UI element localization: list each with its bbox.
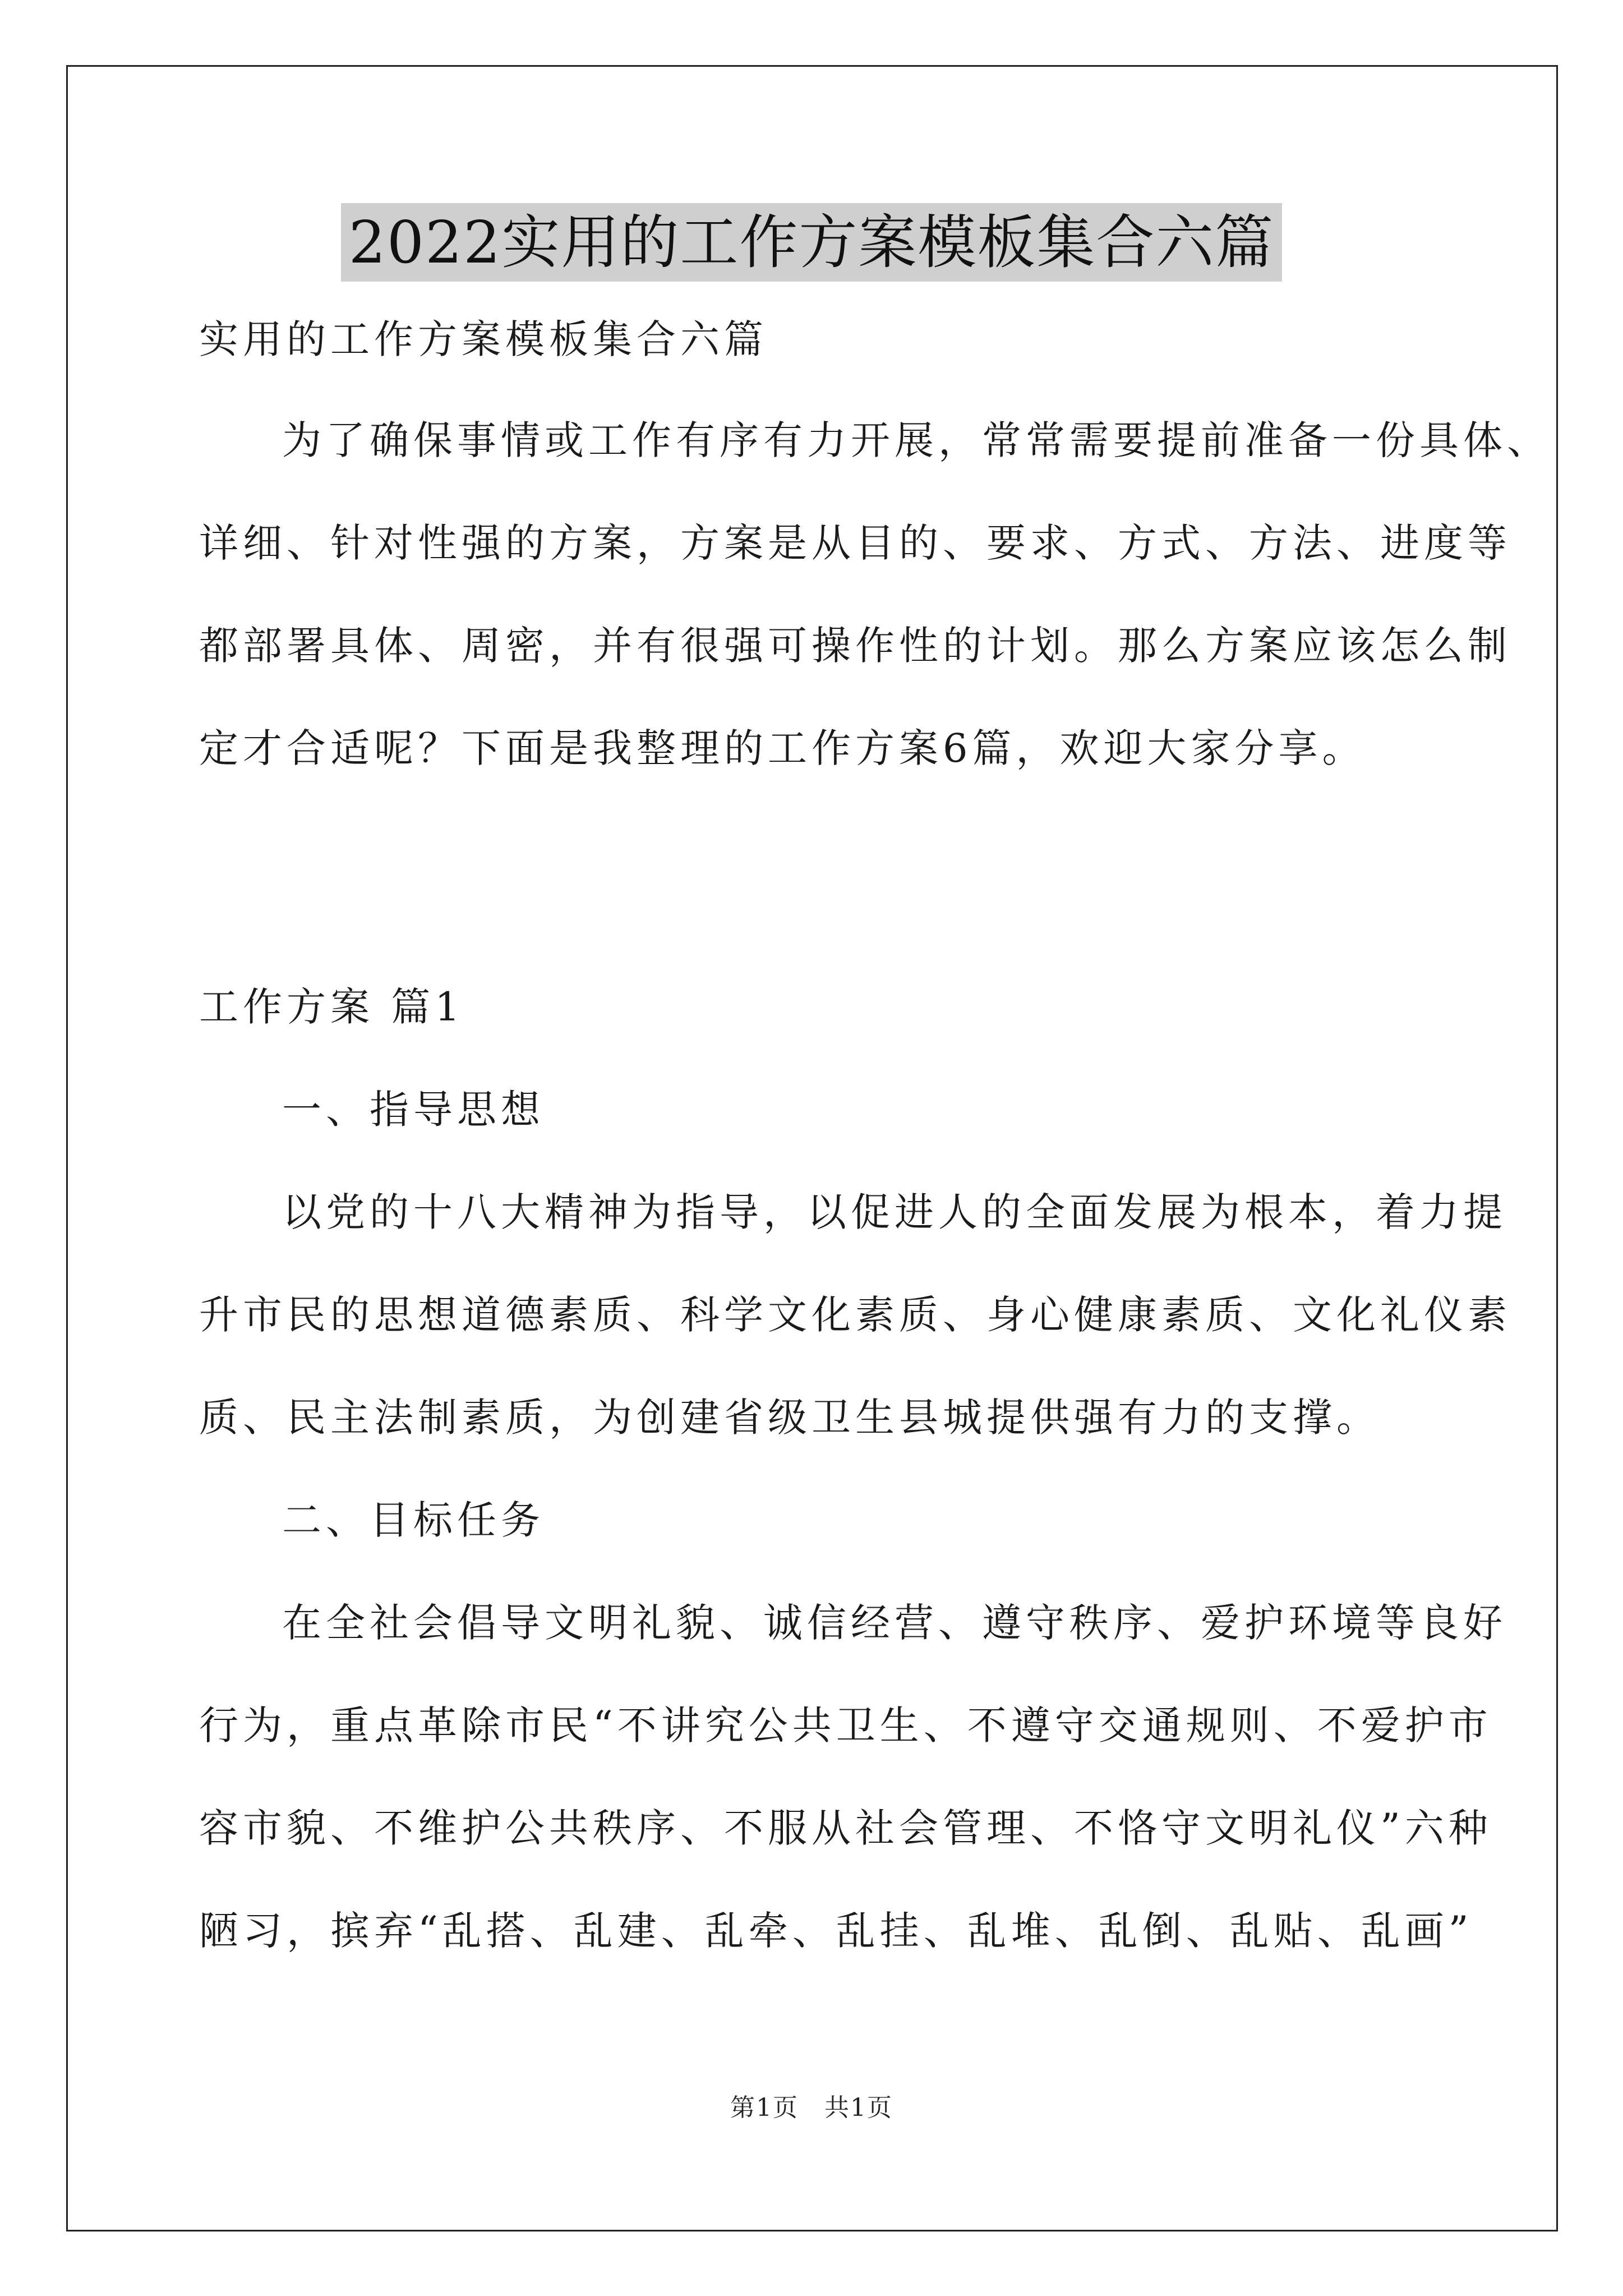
paragraph-line: 升市民的思想道德素质、科学文化素质、身心健康素质、文化礼仪素 <box>199 1292 1511 1338</box>
paragraph-line: 陋习，摈弃“乱搭、乱建、乱牵、乱挂、乱堆、乱倒、乱贴、乱画” <box>199 1908 1473 1954</box>
paragraph-line: 以党的十八大精神为指导，以促进人的全面发展为根本，着力提 <box>282 1189 1507 1235</box>
intro-line: 为了确保事情或工作有序有力开展，常常需要提前准备一份具体、 <box>282 417 1551 463</box>
document-subtitle: 实用的工作方案模板集合六篇 <box>199 316 768 362</box>
paragraph-line: 在全社会倡导文明礼貌、诚信经营、遵守秩序、爱护环境等良好 <box>282 1600 1507 1646</box>
document-title: 2022实用的工作方案模板集合六篇 <box>341 203 1283 282</box>
page-footer: 第1页 共1页 <box>730 2093 893 2122</box>
heading-guiding-ideology: 一、指导思想 <box>282 1087 545 1133</box>
heading-goals-tasks: 二、目标任务 <box>282 1497 545 1543</box>
section-heading: 工作方案 篇1 <box>199 984 464 1030</box>
title-container <box>0 203 1623 282</box>
intro-line: 定才合适呢？下面是我整理的工作方案6篇，欢迎大家分享。 <box>199 725 1366 771</box>
paragraph-line: 行为，重点革除市民“不讲究公共卫生、不遵守交通规则、不爱护市 <box>199 1703 1492 1749</box>
paragraph-line: 容市貌、不维护公共秩序、不服从社会管理、不恪守文明礼仪”六种 <box>199 1805 1492 1851</box>
intro-line: 都部署具体、周密，并有很强可操作性的计划。那么方案应该怎么制 <box>199 623 1511 669</box>
paragraph-line: 质、民主法制素质，为创建省级卫生县城提供强有力的支撑。 <box>199 1395 1380 1441</box>
intro-line: 详细、针对性强的方案，方案是从目的、要求、方式、方法、进度等 <box>199 520 1511 566</box>
